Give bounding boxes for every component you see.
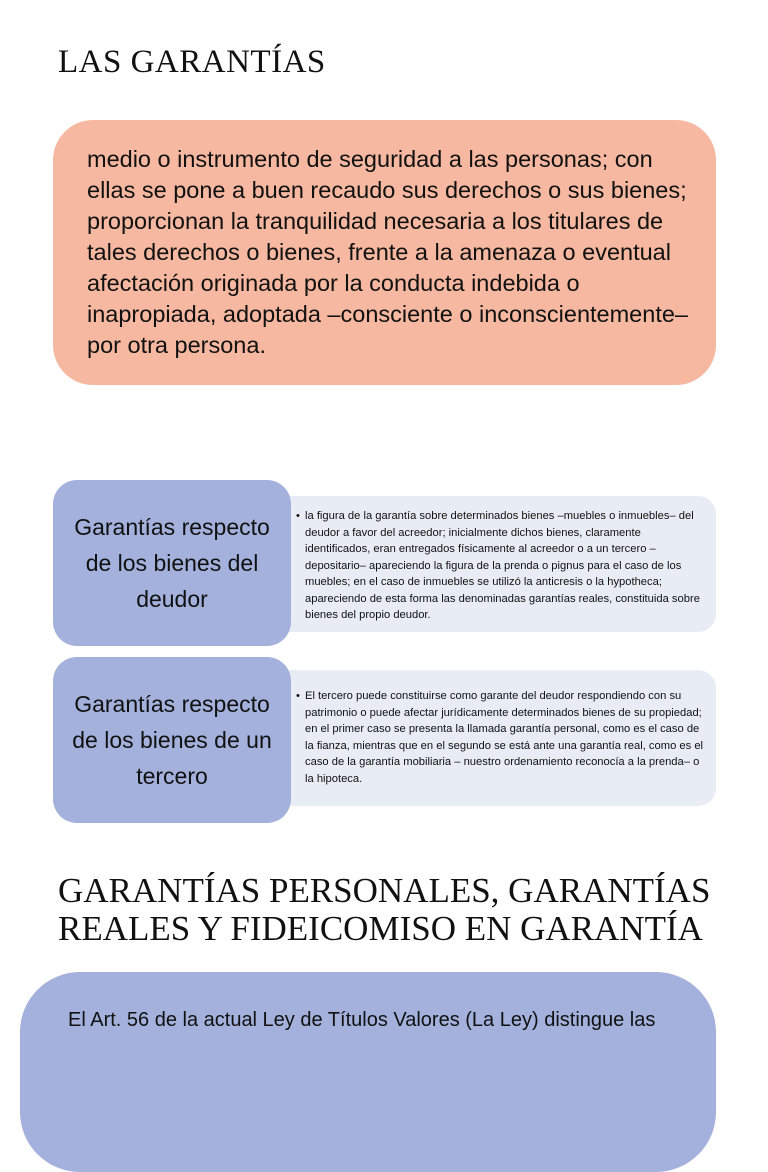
category-label: Garantías respecto de los bienes del deudor xyxy=(74,514,270,612)
description-box-debtor-assets xyxy=(270,496,716,632)
section-title: LAS GARANTÍAS xyxy=(58,44,326,80)
bullet-icon: • xyxy=(296,690,300,702)
category-box-third-party-assets xyxy=(53,657,291,823)
description-box-third-party-assets xyxy=(270,670,716,806)
section-title-2: GARANTÍAS PERSONALES, GARANTÍAS REALES Y FIDEICOMISO EN GARANTÍA xyxy=(58,871,711,948)
bullet-icon: • xyxy=(296,510,300,522)
definition-text: medio o instrumento de seguridad a las personas; con ellas se pone a buen recaudo sus derechos o sus bienes; proporcionan la tranquilidad necesaria a los titulares de tales derechos o bienes, frente a la amenaza o eventual afectación originada por la conducta indebida o inapropiada, adoptada –consciente o inconscientemente– por otra persona. xyxy=(87,146,688,358)
category-label: Garantías respecto de los bienes de un tercero xyxy=(72,691,272,789)
definition-box xyxy=(53,120,716,385)
bottom-text-box xyxy=(20,972,716,1172)
description-text: El tercero puede constituirse como garante del deudor respondiendo con su patrimonio o puede afectar jurídicamente determinados bienes de su propiedad; en el primer caso se presenta la llamada garantía personal, como es el caso de la fianza, mientras que en el segundo se está ante una garantía real, como es el caso de la garantía mobiliaria – nuestro ordenamiento reconocía a la prenda– o la hipoteca. xyxy=(305,690,704,785)
category-box-debtor-assets xyxy=(53,480,291,646)
bottom-text: El Art. 56 de la actual Ley de Títulos Valores (La Ley) distingue las xyxy=(68,1009,656,1031)
description-text: la figura de la garantía sobre determinados bienes –muebles o inmuebles– del deudor a favor del acreedor; inicialmente dichos bienes, claramente identificados, eran entregados físicamente al acreedor o a un tercero –depositario– apareciendo la figura de la prenda o pignus para el caso de los muebles; en el caso de inmuebles se utilizó la anticresis o la hypotheca; apareciendo de esta forma las denominadas garantías reales, constituida sobre bienes del propio deudor. xyxy=(305,510,700,621)
